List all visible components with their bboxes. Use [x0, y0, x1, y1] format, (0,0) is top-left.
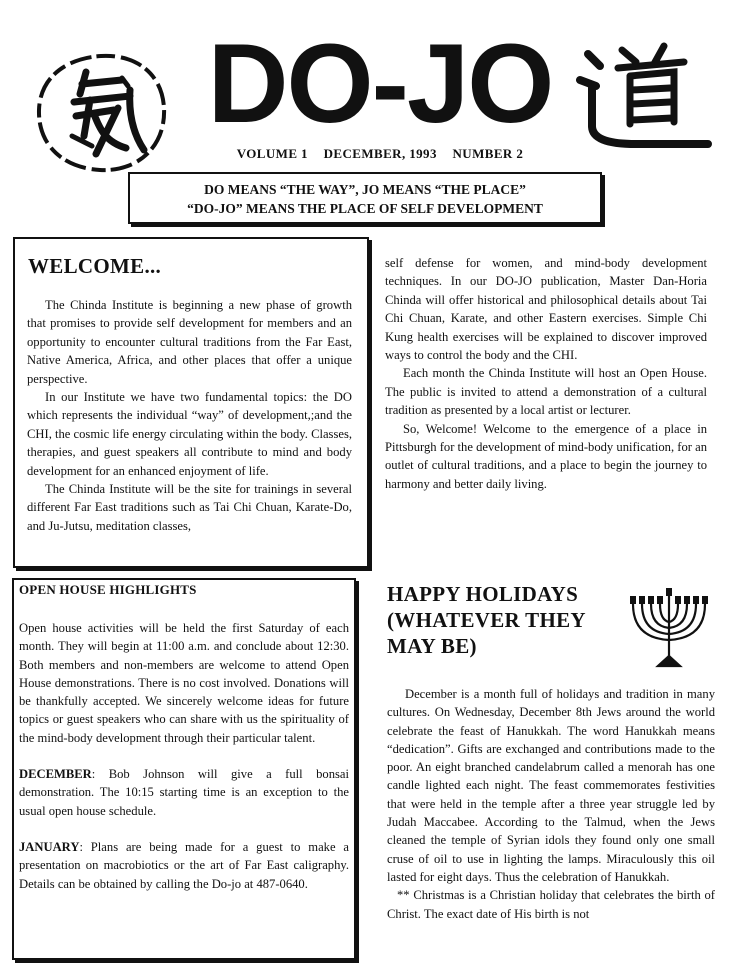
december-label: DECEMBER: [19, 767, 92, 782]
motto-line-2: “DO-JO” MEANS THE PLACE OF SELF DEVELOPMENT: [187, 201, 543, 216]
issue-number: NUMBER 2: [452, 146, 524, 161]
do-calligraphy-character-icon: [566, 40, 716, 160]
welcome-paragraph: Each month the Chinda Institute will host an Open House. The public is invited to attend a demonstration of a cultural tradition as presented by a local artist or lecturer.: [385, 366, 707, 418]
volume-label: VOLUME 1: [236, 146, 308, 161]
christmas-paragraph: ** Christmas is a Christian holiday that celebrates the birth of Christ. The exact date of His birth is not: [387, 888, 715, 921]
holidays-article: [387, 685, 715, 923]
open-house-heading: OPEN HOUSE HIGHLIGHTS: [19, 582, 197, 597]
welcome-article-continued: [385, 254, 707, 493]
issue-date: DECEMBER, 1993: [323, 146, 437, 161]
motto-line-1: DO MEANS “THE WAY”, JO MEANS “THE PLACE”: [204, 182, 526, 197]
ki-calligraphy-seal-icon: [34, 50, 168, 176]
welcome-paragraph: In our Institute we have two fundamental topics: the DO which represents the individual “way” of development,;and the CHI, the cosmic life energy circulating within the body. Classes, therapies, and guest speakers all contribute to mind and body development for an enhanced enjoyment of life.: [27, 390, 352, 478]
welcome-heading: WELCOME...: [28, 254, 162, 278]
menorah-icon: [622, 582, 716, 674]
holidays-heading: HAPPY HOLIDAYS (WHATEVER THEY MAY BE): [387, 582, 586, 658]
motto-box: [128, 172, 602, 224]
open-house-intro: Open house activities will be held the first Saturday of each month. They will begin at 11:00 a.m. and conclude about 12:30. Both members and non-members are welcome to attend Open House demonstrations. There is no cost involved. Donations will be thankfully accepted. We sincerely welcome ideas for future topics or guest speakers who can share with us the spirituality of the mind-body development through their particular talent.: [19, 621, 349, 745]
december-text: : Bob Johnson will give a full bonsai demonstration. The 10:15 starting time is an exception to the usual open house schedule.: [19, 767, 349, 818]
issue-line: [190, 146, 570, 162]
welcome-paragraph: self defense for women, and mind-body development techniques. In our DO-JO publication, Master Dan-Horia Chinda will offer historical and philosophical details about Tai Chi Chuan, Karate, and other Eastern exercises. Simple Chi Kung health exercises will be explained to discover improved ways to control the body and the CHI.: [385, 256, 707, 363]
masthead-title: DO-JO: [207, 21, 553, 146]
welcome-paragraph: The Chinda Institute will be the site for trainings in several different Far East traditions such as Tai Chi Chuan, Karate-Do, and Ju-Jutsu, meditation classes,: [27, 482, 352, 533]
january-text: : Plans are being made for a guest to make a presentation on macrobiotics or the art of Far East caligraphy. Details can be obtained by calling the Do-jo at 487-0640.: [19, 839, 349, 891]
holidays-paragraph: December is a month full of holidays and tradition in many cultures. On Wednesday, December 8th Jews around the world celebrate the feast of Hanukkah. The word Hanukkah means “dedication”. Gifts are exchanged and contributions made to the poor. An eight branched candelabrum called a menorah has one candle lighted each night. The feast commemorates festivities that were held in the temple after a three year struggle led by Judah Maccabee. According to the Talmud, when the Jews cleaned the temple of Syrian idols they found only one small cruse of oil to use in lighting the lamps. Miraculously this oil lasted for eight days. Thus the celebration of Hanukkah.: [387, 687, 715, 884]
open-house-article: [19, 619, 349, 893]
open-house-december: [19, 765, 349, 820]
welcome-paragraph: So, Welcome! Welcome to the emergence of a place in Pittsburgh for the development of mind-body unification, for an outlet of cultural traditions, and a place to begin the journey to harmony and better daily living.: [385, 421, 707, 491]
open-house-january: [19, 838, 349, 893]
january-label: JANUARY: [19, 839, 80, 854]
welcome-paragraph: The Chinda Institute is beginning a new phase of growth that promises to provide self development for members and an opportunity to encounter cultural traditions from the Far East, Native America, Africa, and other places that offer a unique perspective.: [27, 298, 352, 386]
welcome-article: [27, 296, 352, 535]
